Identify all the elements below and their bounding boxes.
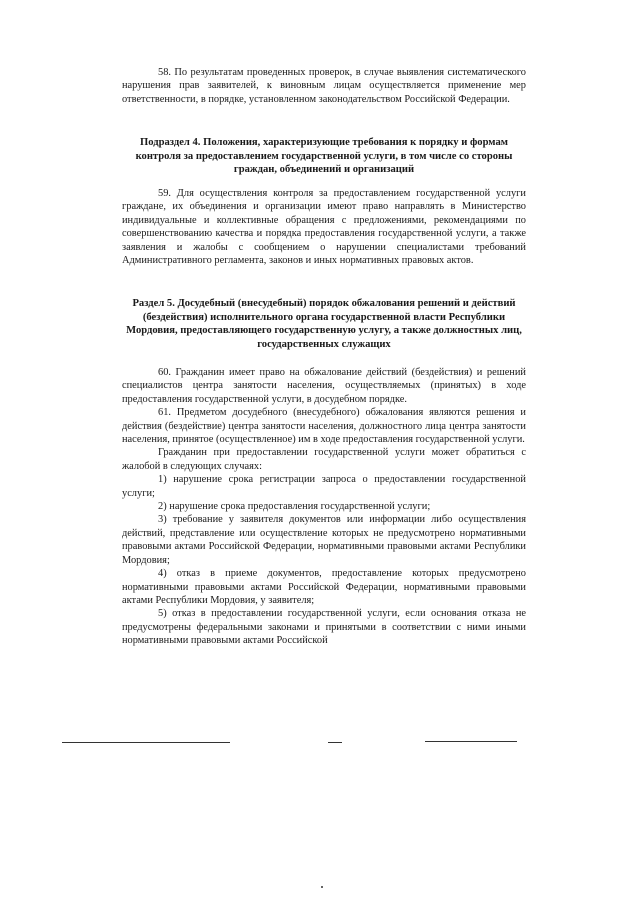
paragraph-58-block bbox=[122, 66, 526, 106]
list-item-2: 2) нарушение срока предоставления государственной услуги; bbox=[158, 501, 431, 513]
paragraph-59-block bbox=[122, 187, 526, 267]
paragraph-58: 58. По результатам проведенных проверок, в случае выявления систематического нарушения прав заявителей, к виновным лицам осуществляется применение мер ответственности, в порядке, установленном законодательством Российской Федерации. bbox=[122, 67, 526, 105]
paragraph-complaint-intro: Гражданин при предоставлении государственной услуги может обратиться с жалобой в следующих случаях: bbox=[122, 447, 526, 472]
footer-rule-right bbox=[425, 741, 517, 742]
list-item-5: 5) отказ в предоставлении государственной услуги, если основания отказа не предусмотрены федеральными законами и принятыми в соответствии с ними иными нормативными правовыми актами Российской bbox=[122, 608, 526, 647]
paragraph-61: 61. Предметом досудебного (внесудебного) обжалования являются решения и действия (бездействие) центра занятости населения, должностного лица центра занятости населения, принятое (осуществленное) им в ходе предоставления государственной услуги. bbox=[122, 407, 526, 446]
footer-rule-center bbox=[328, 742, 342, 743]
section-5-heading: Раздел 5. Досудебный (внесудебный) порядок обжалования решений и действий (бездействия) исполнительного органа государственной власти Республики Мордовия, предоставляющего государственную услугу, а также должностных лиц, государственных служащих bbox=[126, 298, 522, 350]
page-dot bbox=[321, 886, 323, 888]
list-item-4: 4) отказ в приеме документов, предоставление которых предусмотрено нормативными правовыми актами Российской Федерации, нормативными правовыми актами Республики Мордовия, у заявителя; bbox=[122, 568, 526, 606]
list-item-3: 3) требование у заявителя документов или информации либо осуществления действий, представление или осуществление которых не предусмотрено нормативными правовыми актами Российской Федерации, нормативными правовыми актами Республики Мордовия; bbox=[122, 514, 526, 566]
footer-rule-left bbox=[62, 742, 230, 743]
paragraph-59: 59. Для осуществления контроля за предоставлением государственной услуги граждане, их объединения и организации имеют право направлять в Министерство индивидуальные и коллективные обращения с предложениями, рекомендациями по совершенствованию качества и порядка предоставления государственной услуги, а также заявления и жалобы с сообщением о нарушении специалистами требований Административного регламента, законов и иных нормативных правовых актов. bbox=[122, 188, 526, 267]
list-item-1: 1) нарушение срока регистрации запроса о предоставлении государственной услуги; bbox=[122, 474, 526, 499]
subsection-4-heading: Подраздел 4. Положения, характеризующие требования к порядку и формам контроля за предоставлением государственной услуги, в том числе со стороны граждан, объединений и организаций bbox=[135, 137, 513, 176]
paragraph-60: 60. Гражданин имеет право на обжалование действий (бездействия) и решений специалистов центра занятости населения, осуществляемых (принятых) в ходе предоставления государственной услуги, в досудебном порядке. bbox=[122, 367, 526, 405]
section-5-body bbox=[122, 366, 526, 648]
